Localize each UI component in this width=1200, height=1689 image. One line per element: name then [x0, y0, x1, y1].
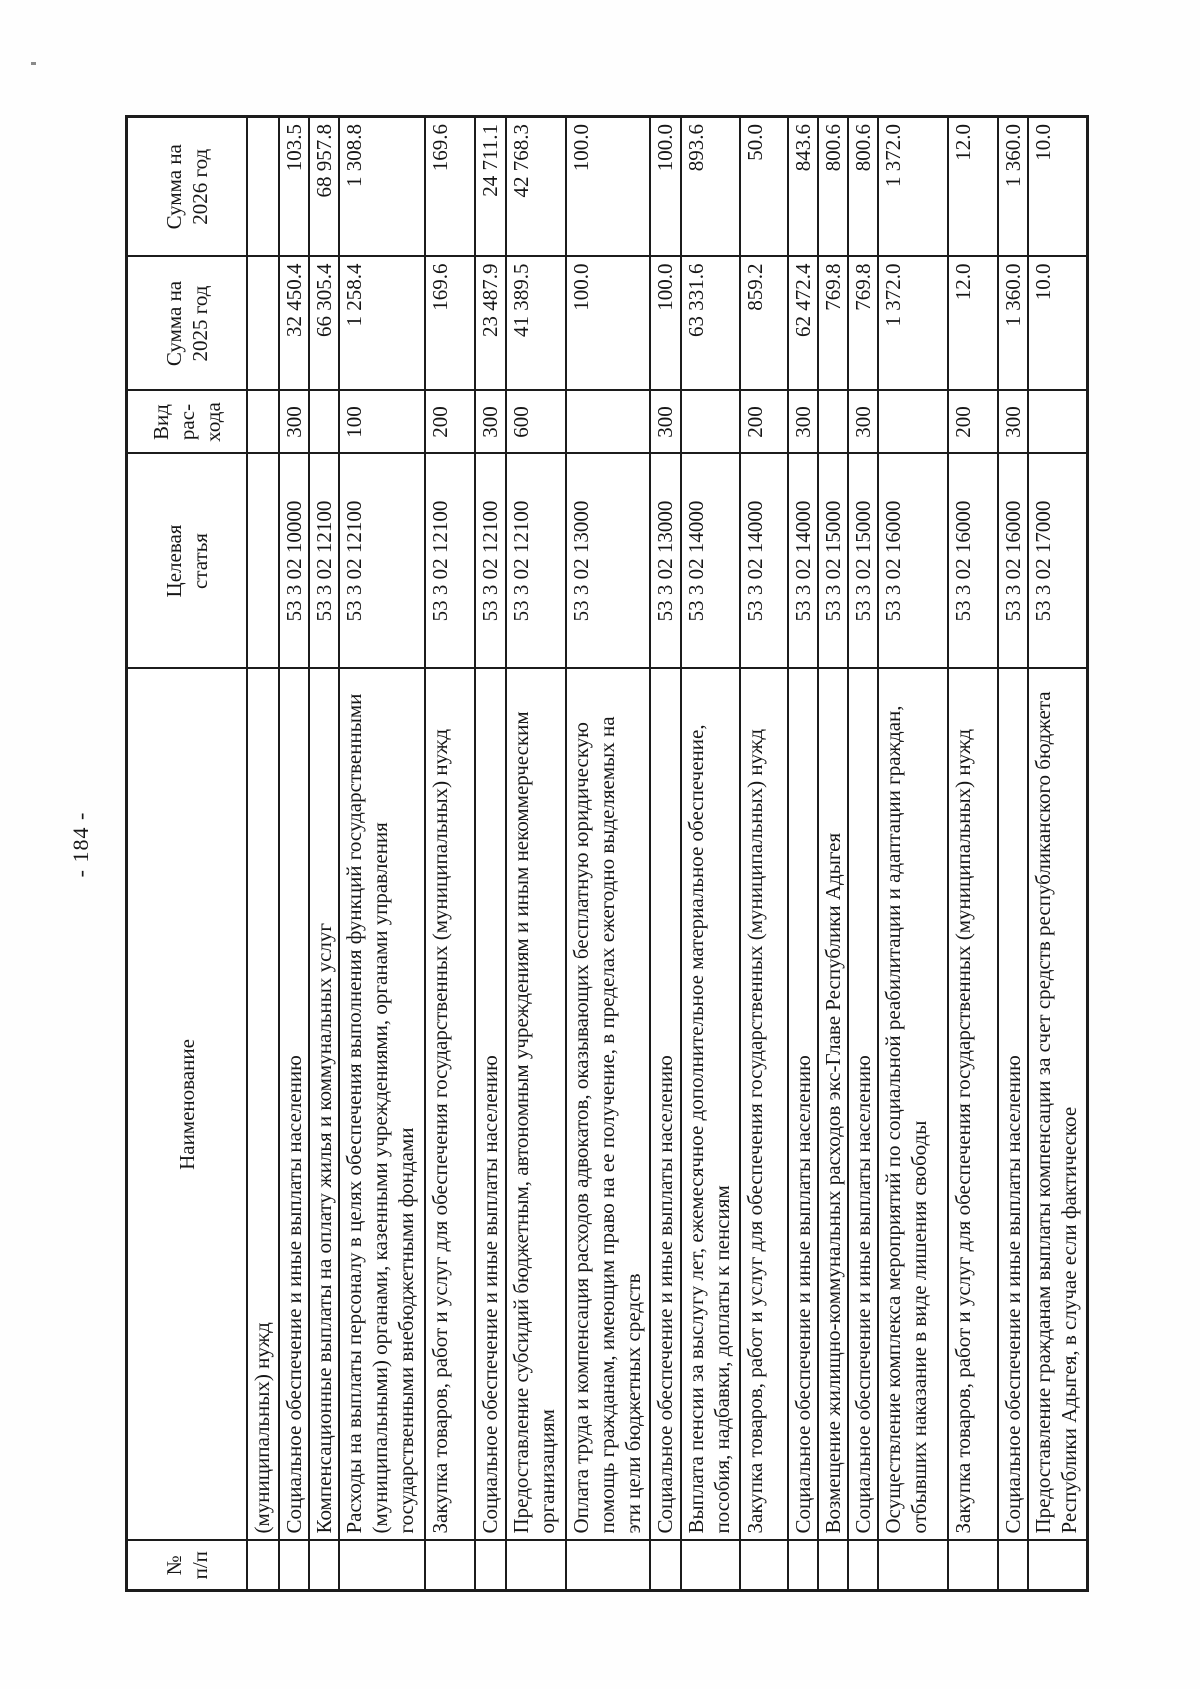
cell-sum_2025: 10.0 [1028, 257, 1088, 391]
cell-expense_type: 200 [425, 391, 475, 454]
column-header-sum-2025: Сумма на 2025 год [127, 257, 247, 391]
cell-target_article: 53 3 02 13000 [650, 454, 681, 669]
table-row [309, 117, 339, 1591]
cell-target_article [247, 454, 279, 669]
cell-expense_type: 300 [848, 391, 878, 454]
cell-target_article: 53 3 02 16000 [998, 454, 1028, 669]
cell-name: Социальное обеспечение и иные выплаты населению [650, 669, 681, 1541]
table-row [818, 117, 848, 1591]
cell-num [425, 1541, 475, 1591]
cell-sum_2025: 100.0 [566, 257, 650, 391]
cell-name: Социальное обеспечение и иные выплаты населению [848, 669, 878, 1541]
cell-sum_2025: 769.8 [848, 257, 878, 391]
cell-sum_2026: 893.6 [681, 117, 740, 257]
cell-expense_type: 300 [279, 391, 309, 454]
cell-num [998, 1541, 1028, 1591]
table-row [681, 117, 740, 1591]
cell-expense_type: 300 [998, 391, 1028, 454]
cell-num [1028, 1541, 1088, 1591]
table-row [998, 117, 1028, 1591]
cell-name: Социальное обеспечение и иные выплаты населению [475, 669, 506, 1541]
cell-num [506, 1541, 566, 1591]
table-row [1028, 117, 1088, 1591]
cell-target_article: 53 3 02 10000 [279, 454, 309, 669]
table-row [650, 117, 681, 1591]
cell-expense_type [878, 391, 948, 454]
cell-num [740, 1541, 788, 1591]
column-header-sum-2026: Сумма на 2026 год [127, 117, 247, 257]
cell-sum_2026 [247, 117, 279, 257]
cell-name: Компенсационные выплаты на оплату жилья и коммунальных услуг [309, 669, 339, 1541]
cell-sum_2025: 169.6 [425, 257, 475, 391]
cell-name: Социальное обеспечение и иные выплаты населению [998, 669, 1028, 1541]
cell-num [339, 1541, 425, 1591]
cell-sum_2026: 24 711.1 [475, 117, 506, 257]
cell-target_article: 53 3 02 12100 [506, 454, 566, 669]
cell-expense_type: 200 [948, 391, 998, 454]
cell-sum_2025: 66 305.4 [309, 257, 339, 391]
table-row [475, 117, 506, 1591]
cell-expense_type: 300 [475, 391, 506, 454]
cell-sum_2025: 1 372.0 [878, 257, 948, 391]
cell-sum_2025: 100.0 [650, 257, 681, 391]
cell-target_article: 53 3 02 12100 [339, 454, 425, 669]
cell-expense_type [681, 391, 740, 454]
table-row [339, 117, 425, 1591]
cell-target_article: 53 3 02 13000 [566, 454, 650, 669]
cell-sum_2025: 62 472.4 [788, 257, 818, 391]
column-header-num: № п/п [127, 1541, 247, 1591]
cell-num [279, 1541, 309, 1591]
cell-target_article: 53 3 02 12100 [309, 454, 339, 669]
header-row [127, 117, 247, 1591]
cell-sum_2025: 32 450.4 [279, 257, 309, 391]
cell-num [475, 1541, 506, 1591]
cell-expense_type: 300 [650, 391, 681, 454]
cell-expense_type [1028, 391, 1088, 454]
cell-target_article: 53 3 02 12100 [425, 454, 475, 669]
cell-name: (муниципальных) нужд [247, 669, 279, 1541]
cell-sum_2026: 50.0 [740, 117, 788, 257]
cell-target_article: 53 3 02 17000 [1028, 454, 1088, 669]
cell-name: Оплата труда и компенсация расходов адвокатов, оказывающих бесплатную юридическую помощь гражданам, имеющим право на ее получение, в пределах ежегодно выделяемых на эти цели бюджетных средств [566, 669, 650, 1541]
budget-table-wrap [125, 115, 1089, 1592]
scan-speckle [31, 62, 36, 65]
cell-target_article: 53 3 02 15000 [848, 454, 878, 669]
cell-sum_2025: 12.0 [948, 257, 998, 391]
cell-sum_2026: 103.5 [279, 117, 309, 257]
cell-sum_2026: 100.0 [566, 117, 650, 257]
cell-name: Социальное обеспечение и иные выплаты населению [788, 669, 818, 1541]
cell-name: Предоставление гражданам выплаты компенсации за счет средств республиканского бюджета Республики Адыгея, в случае если фактическое [1028, 669, 1088, 1541]
column-header-name: Наименование [127, 669, 247, 1541]
cell-target_article: 53 3 02 14000 [740, 454, 788, 669]
cell-expense_type [309, 391, 339, 454]
cell-sum_2025 [247, 257, 279, 391]
cell-sum_2026: 843.6 [788, 117, 818, 257]
cell-name: Закупка товаров, работ и услуг для обеспечения государственных (муниципальных) нужд [948, 669, 998, 1541]
cell-sum_2026: 68 957.8 [309, 117, 339, 257]
table-row [788, 117, 818, 1591]
cell-num [848, 1541, 878, 1591]
cell-sum_2025: 1 258.4 [339, 257, 425, 391]
cell-sum_2026: 800.6 [848, 117, 878, 257]
table-row [425, 117, 475, 1591]
cell-name: Закупка товаров, работ и услуг для обеспечения государственных (муниципальных) нужд [425, 669, 475, 1541]
table-row [848, 117, 878, 1591]
cell-num [681, 1541, 740, 1591]
cell-sum_2026: 800.6 [818, 117, 848, 257]
cell-expense_type [818, 391, 848, 454]
table-row [878, 117, 948, 1591]
cell-expense_type: 300 [788, 391, 818, 454]
page-number: - 184 - [68, 811, 93, 878]
column-header-target-article: Целевая статья [127, 454, 247, 669]
column-header-expense-type: Вид рас-хода [127, 391, 247, 454]
table-row [279, 117, 309, 1591]
table-row [247, 117, 279, 1591]
cell-sum_2026: 12.0 [948, 117, 998, 257]
cell-expense_type [566, 391, 650, 454]
cell-num [247, 1541, 279, 1591]
cell-num [878, 1541, 948, 1591]
cell-num [650, 1541, 681, 1591]
cell-num [948, 1541, 998, 1591]
cell-sum_2026: 1 308.8 [339, 117, 425, 257]
cell-sum_2026: 1 360.0 [998, 117, 1028, 257]
cell-num [309, 1541, 339, 1591]
budget-table-body [247, 117, 1088, 1591]
cell-name: Выплата пенсии за выслугу лет, ежемесячное дополнительное материальное обеспечение, пособия, надбавки, доплаты к пенсиям [681, 669, 740, 1541]
cell-expense_type [247, 391, 279, 454]
cell-target_article: 53 3 02 12100 [475, 454, 506, 669]
cell-name: Закупка товаров, работ и услуг для обеспечения государственных (муниципальных) нужд [740, 669, 788, 1541]
table-row [740, 117, 788, 1591]
cell-sum_2026: 42 768.3 [506, 117, 566, 257]
cell-name: Предоставление субсидий бюджетным, автономным учреждениям и иным некоммерческим организациям [506, 669, 566, 1541]
cell-sum_2025: 41 389.5 [506, 257, 566, 391]
table-row [948, 117, 998, 1591]
cell-num [788, 1541, 818, 1591]
cell-num [566, 1541, 650, 1591]
cell-sum_2025: 859.2 [740, 257, 788, 391]
cell-name: Социальное обеспечение и иные выплаты населению [279, 669, 309, 1541]
cell-sum_2025: 769.8 [818, 257, 848, 391]
cell-target_article: 53 3 02 14000 [681, 454, 740, 669]
cell-expense_type: 100 [339, 391, 425, 454]
cell-sum_2025: 63 331.6 [681, 257, 740, 391]
cell-name: Расходы на выплаты персоналу в целях обеспечения выполнения функций государственными (муниципальными) органами, казенными учреждениями, органами управления государственными внебюджетными фондами [339, 669, 425, 1541]
cell-sum_2026: 10.0 [1028, 117, 1088, 257]
cell-num [818, 1541, 848, 1591]
table-row [506, 117, 566, 1591]
cell-target_article: 53 3 02 14000 [788, 454, 818, 669]
cell-target_article: 53 3 02 15000 [818, 454, 848, 669]
cell-target_article: 53 3 02 16000 [948, 454, 998, 669]
cell-expense_type: 600 [506, 391, 566, 454]
cell-name: Осуществление комплекса мероприятий по социальной реабилитации и адаптации граждан, отбывших наказание в виде лишения свободы [878, 669, 948, 1541]
cell-target_article: 53 3 02 16000 [878, 454, 948, 669]
table-row [566, 117, 650, 1591]
cell-sum_2025: 1 360.0 [998, 257, 1028, 391]
cell-sum_2026: 100.0 [650, 117, 681, 257]
cell-sum_2026: 169.6 [425, 117, 475, 257]
budget-table [125, 115, 1089, 1592]
cell-sum_2025: 23 487.9 [475, 257, 506, 391]
cell-sum_2026: 1 372.0 [878, 117, 948, 257]
cell-expense_type: 200 [740, 391, 788, 454]
cell-name: Возмещение жилищно-коммунальных расходов экс-Главе Республики Адыгея [818, 669, 848, 1541]
